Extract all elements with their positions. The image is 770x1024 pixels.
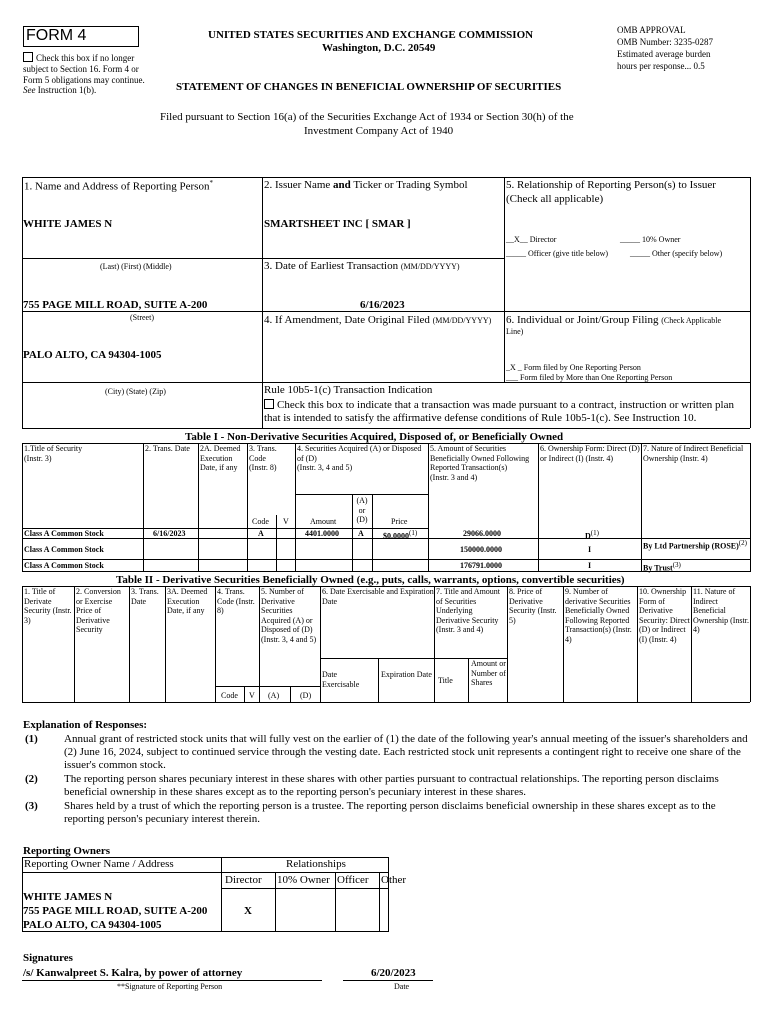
top-rule bbox=[22, 177, 750, 178]
owners-col-director: Director bbox=[225, 874, 262, 886]
t1-sh-amount: Amount bbox=[310, 517, 337, 526]
t2-col-line bbox=[320, 586, 321, 702]
box3-label: 3. Date of Earliest Transaction (MM/DD/YYYY) bbox=[264, 260, 460, 272]
reporting-person-name: WHITE JAMES N bbox=[23, 218, 113, 230]
filing-option-more: ___ Form filed by More than One Reporting Person bbox=[506, 373, 673, 382]
signatures-title: Signatures bbox=[23, 952, 73, 964]
t1-date: 6/16/2023 bbox=[153, 529, 186, 538]
t1-col-line bbox=[198, 443, 199, 572]
date-label: Date bbox=[394, 982, 410, 991]
form-title: FORM 4 bbox=[26, 27, 87, 44]
filing-option-one: _X _ Form filed by One Reporting Person bbox=[506, 363, 641, 372]
t2-h-deemed: 3A. Deemed Execution Date, if any bbox=[167, 587, 208, 616]
earliest-transaction-date: 6/16/2023 bbox=[360, 299, 405, 311]
t1-col-line bbox=[143, 443, 144, 572]
t2-col-line bbox=[691, 586, 692, 702]
owners-col-10pct: 10% Owner bbox=[277, 874, 330, 886]
owners-col-line bbox=[335, 872, 336, 932]
t1-col-line bbox=[276, 515, 277, 572]
rule10b5-text-block bbox=[264, 399, 748, 425]
t1-col-line bbox=[641, 443, 642, 572]
t2-col-line bbox=[434, 586, 435, 702]
t2-col-line bbox=[378, 658, 379, 702]
owners-col-relationships: Relationships bbox=[286, 858, 346, 870]
t2-col-line bbox=[750, 586, 751, 702]
t2-sh-d: (D) bbox=[300, 691, 312, 700]
street-sublabel: (Street) bbox=[130, 313, 154, 322]
statement-title: STATEMENT OF CHANGES IN BENEFICIAL OWNERSHIP OF SECURITIES bbox=[176, 81, 562, 93]
t2-col-line bbox=[468, 658, 469, 702]
no-longer-subject-text: Check this box if no longer subject to Section 16. Form 4 or Form 5 obligations may continue. bbox=[23, 53, 145, 85]
instruction-ref: Instruction 1(b). bbox=[37, 85, 97, 96]
signer-name: /s/ Kanwalpreet S. Kalra, by power of attorney bbox=[23, 967, 243, 979]
t1-sh-code: Code bbox=[252, 517, 269, 526]
t1-col-line bbox=[295, 443, 296, 572]
t2-sh-amount: Amount or Number of Shares bbox=[471, 659, 506, 688]
explanation-num: (3) bbox=[25, 800, 38, 812]
t2-col-line bbox=[165, 586, 166, 702]
omb-number: OMB Number: 3235-0287 bbox=[617, 37, 713, 47]
t1-col-line bbox=[538, 443, 539, 572]
t1-h-date: 2. Trans. Date bbox=[145, 444, 190, 453]
t1-h-owned: 5. Amount of Securities Beneficially Owned Following Reported Transaction(s) (Instr. 3 and 4) bbox=[430, 444, 530, 482]
box2-rule bbox=[262, 258, 504, 259]
box2-label: 2. Issuer Name and Ticker or Trading Symbol bbox=[264, 179, 468, 191]
t2-h-derivative-owned: 9. Number of derivative Securities Beneficially Owned Following Reported Transaction(s) (Instr. 4) bbox=[565, 587, 632, 644]
t1-nature: By Ltd Partnership (ROSE)$^{(2)}$ bbox=[643, 539, 747, 551]
t1-h-code: 3. Trans. Code (Instr. 8) bbox=[249, 444, 277, 473]
t1-sh-v: V bbox=[283, 517, 289, 526]
right-border bbox=[750, 177, 751, 428]
t2-col-line bbox=[244, 686, 245, 702]
owners-col-line bbox=[221, 857, 222, 932]
t1-owned: 176791.0000 bbox=[460, 561, 502, 570]
t1-h-title: 1.Title of Security (Instr. 3) bbox=[24, 444, 83, 463]
rule10b5-checkbox[interactable] bbox=[264, 399, 274, 409]
t2-col-line bbox=[129, 586, 130, 702]
owners-col-officer: Officer bbox=[337, 874, 369, 886]
filed-pursuant-line2: Investment Company Act of 1940 bbox=[304, 125, 454, 137]
t2-col-line bbox=[637, 586, 638, 702]
t1-col-line bbox=[372, 494, 373, 572]
t1-form: I bbox=[588, 561, 592, 570]
explanation-num: (1) bbox=[25, 733, 38, 745]
relationship-10pct-owner: _____ 10% Owner bbox=[620, 235, 681, 244]
omb-hours: hours per response... 0.5 bbox=[617, 61, 705, 71]
t1-security: Class A Common Stock bbox=[24, 561, 104, 570]
t2-h-underlying: 7. Title and Amount of Securities Underlying Derivative Security (Instr. 3 and 4) bbox=[436, 587, 501, 635]
t1-security: Class A Common Stock bbox=[24, 545, 104, 554]
name-sublabel: (Last) (First) (Middle) bbox=[100, 262, 172, 271]
t2-sh-a: (A) bbox=[268, 691, 280, 700]
rule10b5-top-rule bbox=[22, 382, 750, 383]
table1-top-rule bbox=[22, 428, 750, 429]
reporting-owners-title: Reporting Owners bbox=[23, 845, 111, 857]
table2-title: Table II - Derivative Securities Beneficially Owned (e.g., puts, calls, warrants, options, convertible securities) bbox=[116, 574, 625, 586]
t2-h-price: 8. Price of Derivative Security (Instr. 5) bbox=[509, 587, 557, 625]
filed-pursuant-line1: Filed pursuant to Section 16(a) of the Securities Exchange Act of 1934 or Section 30(h) of the bbox=[160, 111, 574, 123]
signature-date: 6/20/2023 bbox=[371, 967, 416, 979]
t2-col-line bbox=[22, 586, 23, 702]
rule10b5-text: Check this box to indicate that a transaction was made pursuant to a contract, instruction or written plan that is intended to satisfy the affirmative defense conditions of Rule 10b5-1(c). See Instruction 10. bbox=[264, 399, 734, 425]
t2-h-code: 4. Trans. Code (Instr. 8) bbox=[217, 587, 255, 616]
owners-col-other: Other bbox=[381, 874, 407, 886]
explanation-text: The reporting person shares pecuniary interest in these shares with other parties pursuant to contractual relationships. The reporting person disclaims beneficial ownership in these shares except as to the reporting person's pecuniary interest in these shares. bbox=[64, 773, 719, 799]
owners-col-line bbox=[275, 872, 276, 932]
t1-owned: 29066.0000 bbox=[463, 529, 501, 538]
box4-label: 4. If Amendment, Date Original Filed (MM/DD/YYYY) bbox=[264, 314, 492, 326]
reporting-person-street: 755 PAGE MILL ROAD, SUITE A-200 bbox=[23, 299, 208, 311]
t2-col-line bbox=[215, 586, 216, 702]
table2-bottom-rule bbox=[22, 702, 750, 703]
t2-h-date: 3. Trans. Date bbox=[131, 587, 159, 606]
box6-label-line2: Line) bbox=[506, 327, 524, 336]
box-divider-2 bbox=[504, 177, 505, 382]
t1-col-line bbox=[247, 443, 248, 572]
reporting-person-city: PALO ALTO, CA 94304-1005 bbox=[23, 349, 162, 361]
t1-nature: By Trust$^{(3)}$ bbox=[643, 561, 681, 573]
t2-col-line bbox=[74, 586, 75, 702]
t1-row-rule bbox=[22, 571, 750, 572]
name-rule bbox=[22, 258, 262, 259]
no-longer-subject-checkbox[interactable] bbox=[23, 52, 33, 62]
date-rule bbox=[343, 980, 433, 981]
t2-sh-date-ex: Date Exercisable bbox=[322, 670, 360, 689]
t2-h-exercisable: 6. Date Exercisable and Expiration Date bbox=[322, 587, 434, 606]
t1-amount: 4401.0000 bbox=[305, 529, 339, 538]
t2-h-ownership-form: 10. Ownership Form of Derivative Security: Direct (D) or Indirect (I) (Instr. 4) bbox=[639, 587, 690, 644]
see-italic: See bbox=[23, 85, 36, 96]
relationship-other: _____ Other (specify below) bbox=[630, 249, 723, 258]
t2-col-line bbox=[259, 586, 260, 702]
t1-aord: A bbox=[358, 529, 364, 538]
t2-sh-exp: Expiration Date bbox=[381, 670, 432, 679]
t2-h-title: 1. Title of Derivate Security (Instr. 3) bbox=[24, 587, 72, 625]
t1-h-ownership-form: 6. Ownership Form: Direct (D) or Indirect (I) (Instr. 4) bbox=[540, 444, 640, 463]
explanation-num: (2) bbox=[25, 773, 38, 785]
owner-name: WHITE JAMES N bbox=[23, 891, 113, 903]
relationship-officer: _____ Officer (give title below) bbox=[506, 249, 609, 258]
t1-owned: 150000.0000 bbox=[460, 545, 502, 554]
t1-col-line bbox=[750, 443, 751, 572]
t2-h-nature: 11. Nature of Indirect Beneficial Ownership (Instr. 4) bbox=[693, 587, 749, 635]
t1-h-deemed: 2A. Deemed Execution Date, if any bbox=[200, 444, 241, 473]
explanation-text: Annual grant of restricted stock units that will fully vest on the earlier of (1) the date of the following year's annual meeting of the issuer's shareholders and (2) June 16, 2024, subject to continued service through the vesting date. Each restricted stock unit represents a contingent right to receive one share of the issuer's common stock. bbox=[64, 733, 748, 772]
agency-location: Washington, D.C. 20549 bbox=[322, 42, 436, 54]
agency-name: UNITED STATES SECURITIES AND EXCHANGE COMMISSION bbox=[208, 29, 534, 41]
street-rule bbox=[22, 311, 262, 312]
owners-col-line bbox=[379, 872, 380, 932]
t1-sh-aord: (A) or (D) bbox=[356, 496, 368, 525]
t1-form: I bbox=[588, 545, 592, 554]
omb-approval: OMB APPROVAL bbox=[617, 25, 686, 35]
owners-row-rule bbox=[221, 888, 389, 889]
t1-code: A bbox=[258, 529, 264, 538]
relationship-director: __X__ Director bbox=[506, 235, 557, 244]
t2-h-number: 5. Number of Derivative Securities Acquired (A) or Disposed of (D) (Instr. 3, 4 and 5) bbox=[261, 587, 317, 644]
t1-security: Class A Common Stock bbox=[24, 529, 104, 538]
t1-row-rule bbox=[22, 559, 750, 560]
box1-label: 1. Name and Address of Reporting Person* bbox=[24, 179, 213, 193]
no-longer-subject-note bbox=[23, 52, 153, 96]
explanation-text: Shares held by a trust of which the reporting person is a trustee. The reporting person disclaims beneficial ownership in these shares except as to the reporting person's pecuniary interest therein. bbox=[64, 800, 716, 826]
owner-city: PALO ALTO, CA 94304-1005 bbox=[23, 919, 162, 931]
t1-h-acquired: 4. Securities Acquired (A) or Disposed of (D) (Instr. 3, 4 and 5) bbox=[297, 444, 422, 473]
t2-sub-rule bbox=[215, 686, 320, 687]
owners-col-name: Reporting Owner Name / Address bbox=[24, 858, 174, 870]
box5-label-line1: 5. Relationship of Reporting Person(s) to Issuer bbox=[506, 179, 716, 191]
t1-price: $0.0000$^{(1)}$ bbox=[383, 529, 418, 541]
omb-burden: Estimated average burden bbox=[617, 49, 711, 59]
owner-street: 755 PAGE MILL ROAD, SUITE A-200 bbox=[23, 905, 208, 917]
t2-col-line bbox=[563, 586, 564, 702]
t2-h-conversion: 2. Conversion or Exercise Price of Derivative Security bbox=[76, 587, 121, 635]
t1-form: $D^{(1)}$ bbox=[585, 529, 599, 541]
t1-col-line bbox=[428, 443, 429, 572]
issuer-name: SMARTSHEET INC [ SMAR ] bbox=[264, 218, 411, 230]
box6-label: 6. Individual or Joint/Group Filing (Check Applicable bbox=[506, 314, 721, 326]
explanation-title: Explanation of Responses: bbox=[23, 719, 148, 731]
table1-title: Table I - Non-Derivative Securities Acquired, Disposed of, or Beneficially Owned bbox=[185, 431, 564, 443]
t1-col-line bbox=[22, 443, 23, 572]
t2-sh-code: Code bbox=[221, 691, 238, 700]
t1-sub-rule bbox=[295, 494, 428, 495]
t1-h-nature: 7. Nature of Indirect Beneficial Ownership (Instr. 4) bbox=[643, 444, 744, 463]
owners-row-rule bbox=[22, 872, 389, 873]
box3-rule bbox=[262, 311, 750, 312]
rule10b5-title: Rule 10b5-1(c) Transaction Indication bbox=[264, 384, 433, 396]
signature-label: **Signature of Reporting Person bbox=[117, 982, 223, 991]
signature-rule bbox=[22, 980, 322, 981]
t2-col-line bbox=[507, 586, 508, 702]
box5-label-line2: (Check all applicable) bbox=[506, 193, 604, 205]
t2-sh-v: V bbox=[249, 691, 255, 700]
box-divider-1 bbox=[262, 177, 263, 428]
owner-director-mark: X bbox=[244, 905, 252, 917]
city-sublabel: (City) (State) (Zip) bbox=[105, 387, 166, 396]
t2-col-line bbox=[290, 686, 291, 702]
t1-sh-price: Price bbox=[391, 517, 408, 526]
t2-sh-title: Title bbox=[438, 676, 453, 685]
